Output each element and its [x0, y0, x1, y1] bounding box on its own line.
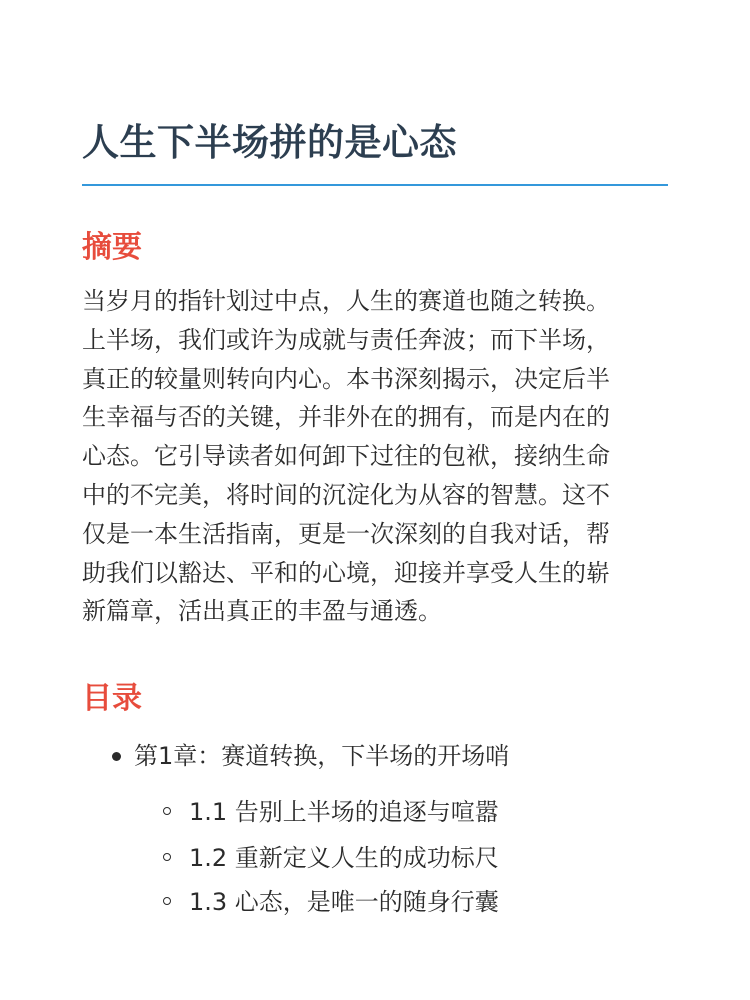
toc-section-label: 1.3 心态，是唯一的随身行囊 [189, 888, 499, 916]
summary-line: 助我们以豁达、平和的心境，迎接并享受人生的崭 [82, 558, 610, 587]
summary-line: 上半场，我们或许为成就与责任奔波；而下半场， [82, 325, 610, 354]
summary-line: 仅是一本生活指南，更是一次深刻的自我对话，帮 [82, 519, 610, 548]
page-title: 人生下半场拼的是心态 [82, 121, 457, 164]
circle-bullet-icon [163, 897, 171, 905]
toc-section-label: 1.2 重新定义人生的成功标尺 [189, 844, 499, 872]
bullet-icon [112, 752, 121, 761]
summary-line: 真正的较量则转向内心。本书深刻揭示，决定后半 [82, 364, 610, 393]
summary-line: 生幸福与否的关键，并非外在的拥有，而是内在的 [82, 403, 610, 432]
summary-line: 心态。它引导读者如何卸下过往的包袱，接纳生命 [82, 442, 610, 471]
toc-chapter-label: 第1章：赛道转换，下半场的开场哨 [134, 742, 510, 770]
title-divider [82, 184, 668, 186]
toc-section-label: 1.1 告别上半场的追逐与喧嚣 [189, 798, 499, 826]
circle-bullet-icon [163, 853, 171, 861]
summary-heading: 摘要 [82, 230, 142, 265]
summary-line: 中的不完美，将时间的沉淀化为从容的智慧。这不 [82, 480, 610, 509]
summary-paragraph [82, 282, 672, 631]
circle-bullet-icon [163, 807, 171, 815]
summary-line: 新篇章，活出真正的丰盈与通透。 [82, 597, 442, 626]
summary-line: 当岁月的指针划过中点，人生的赛道也随之转换。 [82, 287, 610, 315]
toc-heading: 目录 [82, 681, 142, 716]
